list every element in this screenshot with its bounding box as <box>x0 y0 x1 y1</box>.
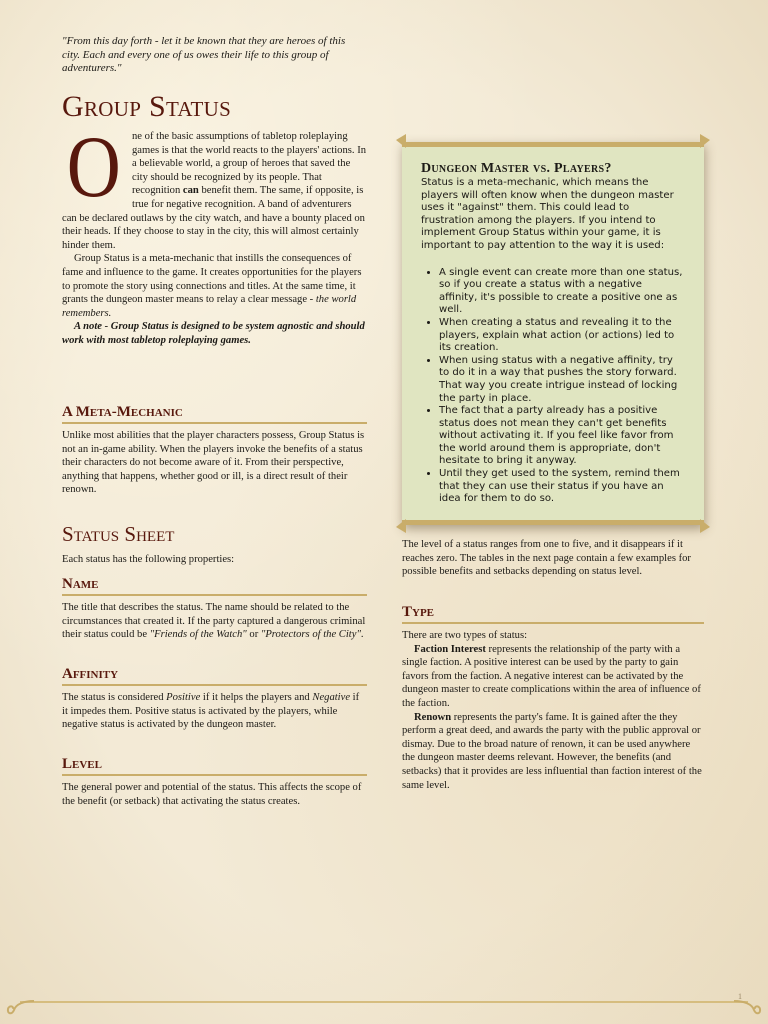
type-heading: Type <box>402 604 704 624</box>
name-body: The title that describes the status. The name should be related to the circumstances that created it. If the party captured a dangerous criminal their status could be "Friends of the Watch" or "Protectors of the City". <box>62 602 366 641</box>
intro-section <box>62 119 367 348</box>
type-renown-paragraph: Renown represents the party's fame. It is gained after the they perform a great deed, and awards the party with the public approval or dismay. Due to the broad nature of renown, it can be used anywhere the dungeon master deems relevant. However, the benefits (and setbacks) that it provides are less influential than faction interest of the same level. <box>402 711 702 791</box>
level-body: The general power and potential of the status. This affects the scope of the benefit (or setback) that activating the status creates. <box>62 782 362 807</box>
name-section <box>62 576 367 642</box>
level-continued <box>402 538 704 579</box>
status-sheet-body: Each status has the following properties: <box>62 554 235 565</box>
list-item: • Until they get used to the system, remind them that they can use their status if you have an idea for them to do so. <box>439 468 683 506</box>
status-sheet-heading: Status Sheet <box>62 522 175 546</box>
level-section <box>62 756 367 808</box>
intro-paragraph-1: ne of the basic assumptions of tabletop roleplaying games is that the world reacts to the players' actions. In a believable world, a group of heroes that saved the city should be recognized by its people. That recognition can benefit them. The same, if opposite, is true for negative recognition. A band of adventurers can be declared outlaws by the city watch, and have a bounty placed on their heads. If they choose to stay in the city, this will almost certainly hinder them. <box>62 131 367 251</box>
epigraph: "From this day forth - let it be known that they are heroes of this city. Each and every one of us owes their life to this group of adventurers." <box>62 35 346 75</box>
level-heading: Level <box>62 756 367 776</box>
page-title: Group Status <box>62 90 232 123</box>
name-heading: Name <box>62 576 367 596</box>
status-sheet-section <box>62 522 367 567</box>
meta-mechanic-heading: A Meta-Mechanic <box>62 404 367 424</box>
meta-mechanic-section <box>62 404 367 497</box>
affinity-heading: Affinity <box>62 666 367 686</box>
list-item: • The fact that a party already has a positive status does not mean they can't get benefits without activating it. If you feel like favor from the world around them is appropriate, don't hesitate to bring it anyway. <box>439 405 683 468</box>
corner-ornament-icon <box>700 519 710 533</box>
corner-ornament-icon <box>396 134 406 148</box>
footer-swirl-right-icon <box>732 990 762 1016</box>
note-box-body: Status is a meta-mechanic, which means the players will often know when the dungeon master uses it "against" them. This could lead to frustration among the players. If you intend to implement Group Status within your game, it is important to pay attention to the way it is used: <box>421 177 674 251</box>
type-faction-paragraph: Faction Interest represents the relationship of the party with a single faction. A positive interest can be used by the party to gain favors from the faction. A negative interest can be activated by the dungeon master to create complications within the area of influence of the faction. <box>402 643 701 709</box>
type-section <box>402 604 704 792</box>
dropcap: O <box>66 119 122 216</box>
corner-ornament-icon <box>700 134 710 148</box>
intro-note: A note - Group Status is designed to be system agnostic and should work with most tabletop roleplaying games. <box>62 321 365 346</box>
list-item: • A single event can create more than one status, so if you create a status with a negative affinity, it's possible to create a positive one as well. <box>439 267 683 317</box>
list-item: • When creating a status and revealing it to the players, explain what action (or actions) led to its creation. <box>439 317 683 355</box>
affinity-section <box>62 666 367 732</box>
list-item: • When using status with a negative affinity, try to do it in a way that pushes the story forward. That way you create intrigue instead of locking the party in place. <box>439 355 683 405</box>
type-intro: There are two types of status: <box>402 630 528 641</box>
corner-ornament-icon <box>396 519 406 533</box>
page-number: 1 <box>738 992 742 1001</box>
note-box-heading: Dungeon Master vs. Players? <box>421 161 612 176</box>
level-continued-body: The level of a status ranges from one to five, and it disappears if it reaches zero. The tables in the next page contain a few examples for possible benefits and setbacks depending on status level. <box>402 539 691 578</box>
footer-rule <box>20 1001 748 1003</box>
affinity-body: The status is considered Positive if it helps the players and Negative if it impedes them. Positive status is activated by the players, while negative status is activated by the dungeon master. <box>62 692 360 731</box>
footer-swirl-left-icon <box>6 990 36 1016</box>
intro-paragraph-2: Group Status is a meta-mechanic that instills the consequences of fame and influence to the game. It creates opportunities for the players to promote the story using connections and titles. At the same time, it grants the dungeon master means to relay a clear message - the world remembers. <box>62 253 362 319</box>
meta-mechanic-body: Unlike most abilities that the player characters possess, Group Status is not an in-game ability. When the players invoke the benefits of a status their characters do not become aware of it. From their perspective, anything that happens, whether good or ill, is a direct result of their renown. <box>62 430 365 496</box>
note-box-corners <box>396 134 710 533</box>
